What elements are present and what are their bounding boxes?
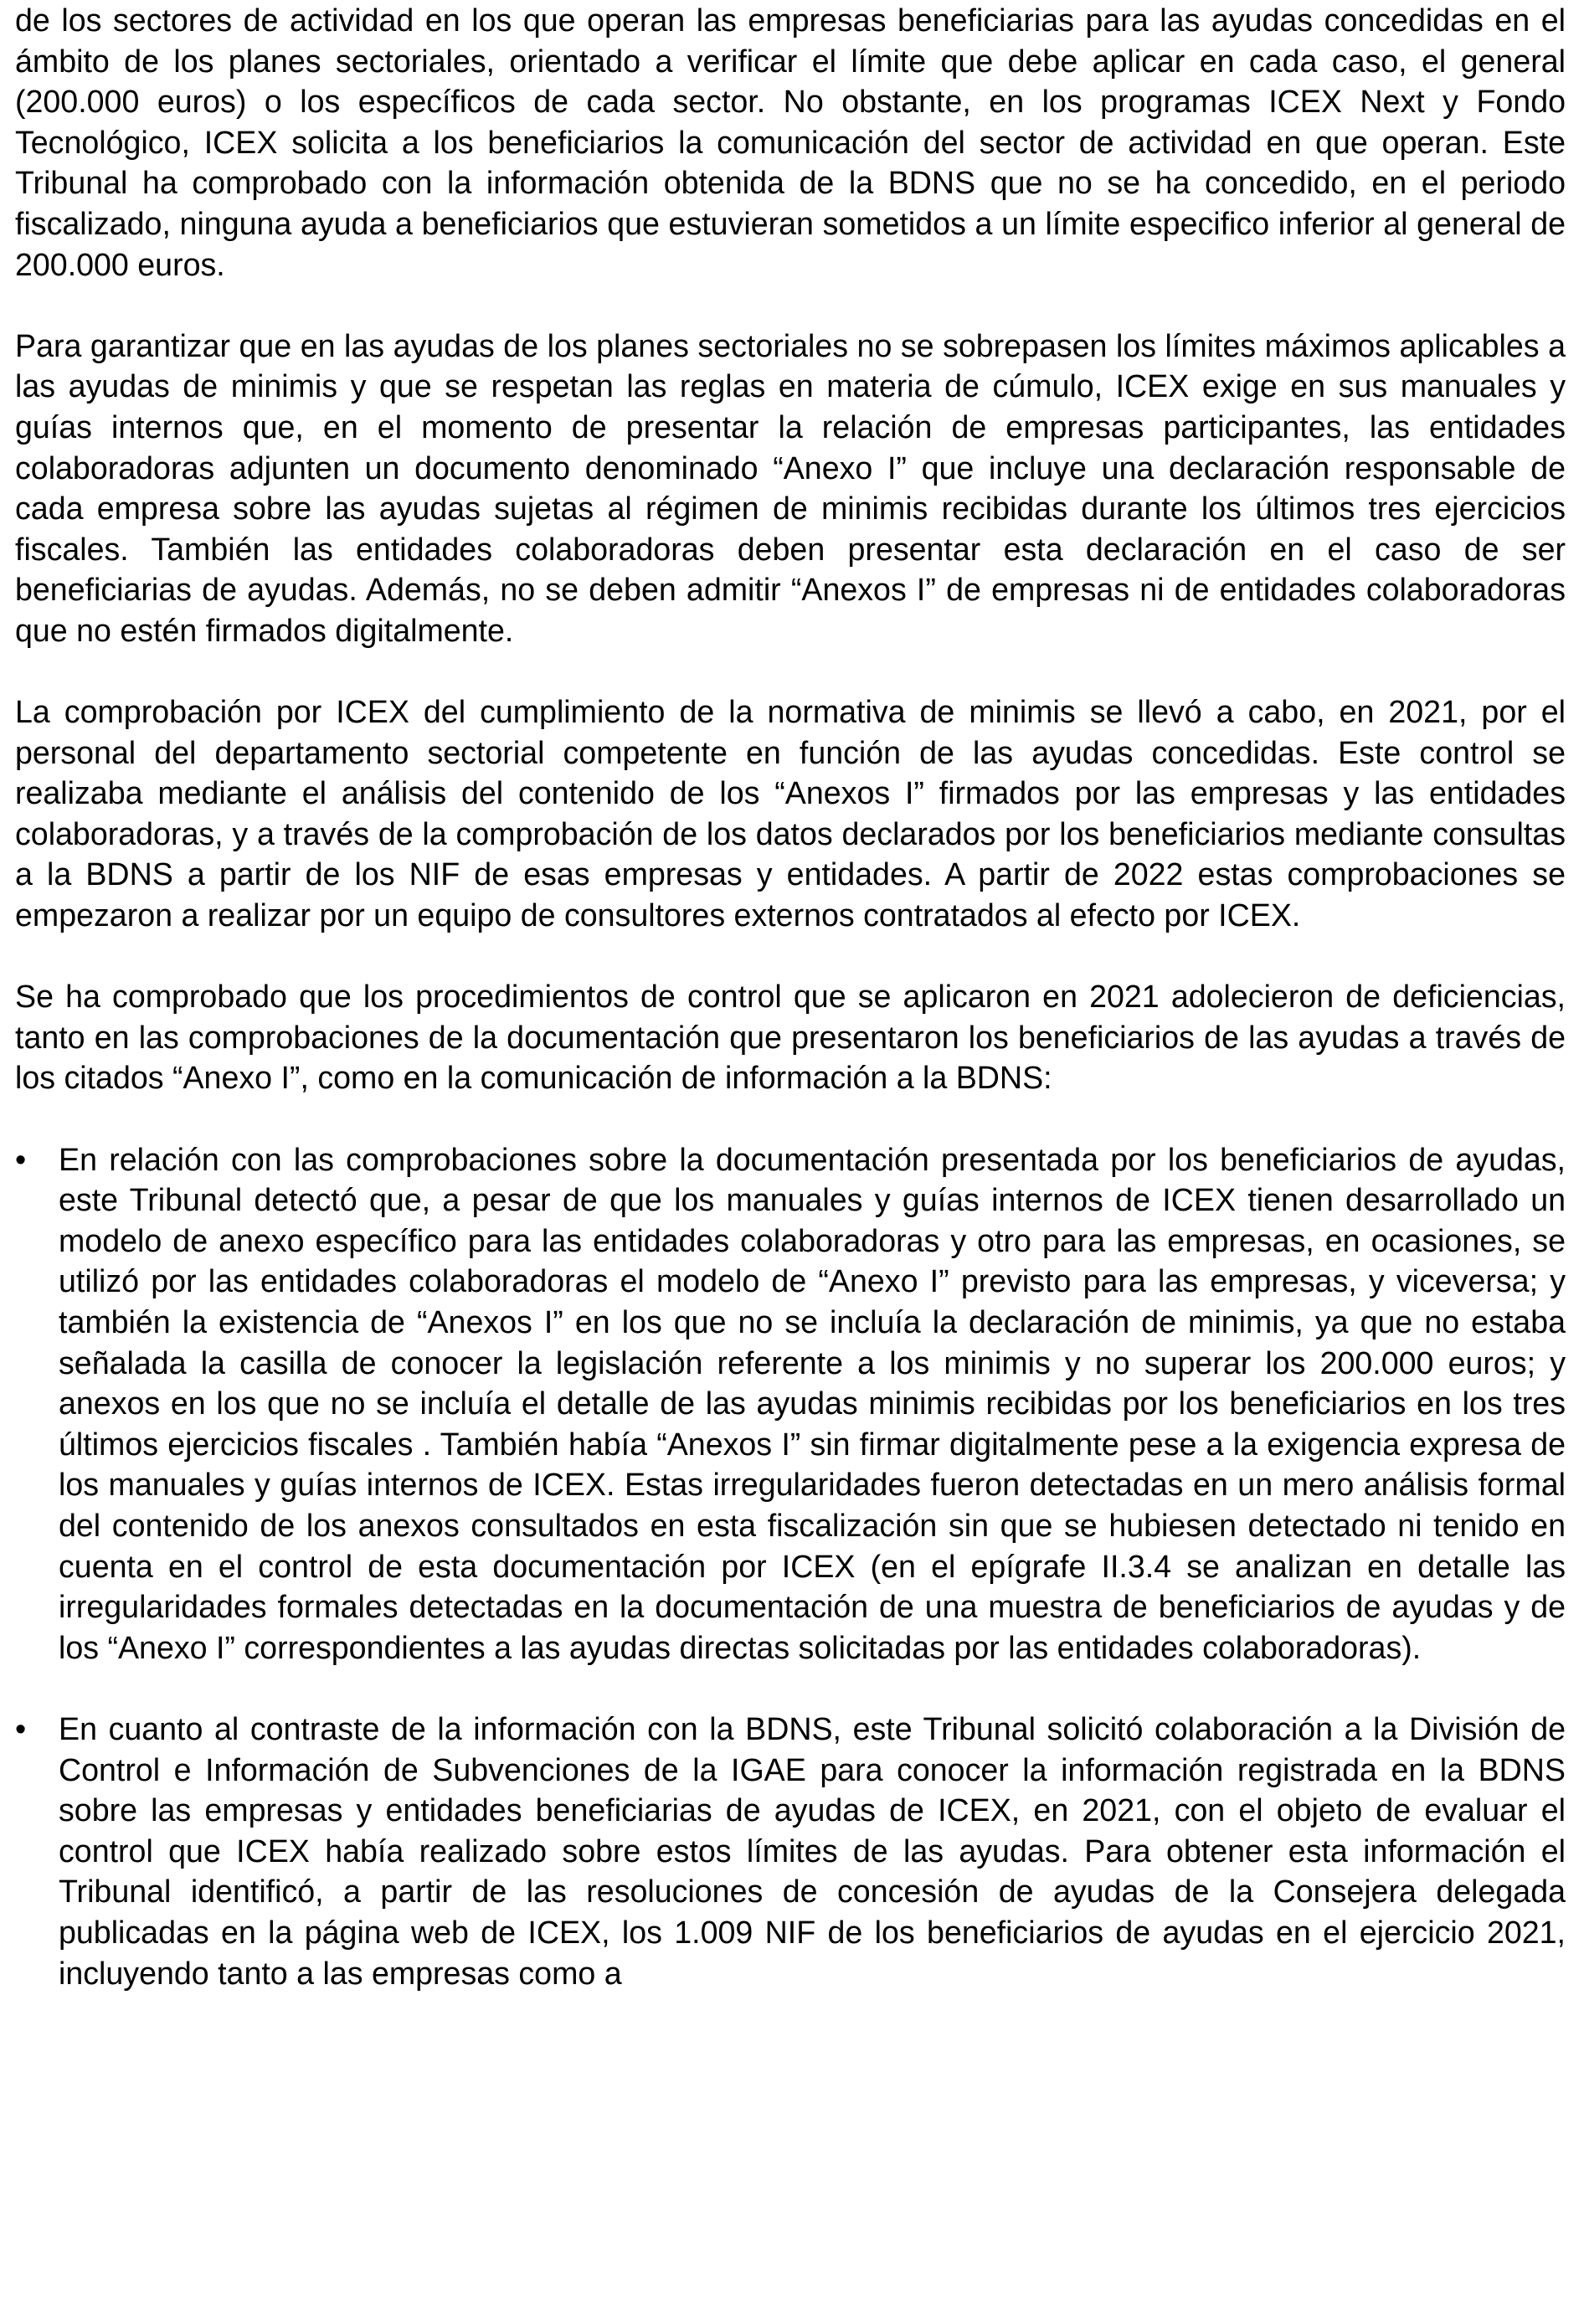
paragraph-control-deficiencies: Se ha comprobado que los procedimientos de control que se aplicaron en 2021 adolecieron de deficiencias, tanto en las comprobaciones de la documentación que presentaron los beneficiarios de las ayudas a través de los citados “Anexo I”, como en la comunicación de información a la BDNS:	[15, 979, 1566, 1096]
bullet-icon: •	[15, 1141, 27, 1177]
document-page	[15, 0, 1566, 2034]
deficiencies-list	[15, 1139, 1566, 1993]
paragraph-minimis-check: La comprobación por ICEX del cumplimiento de la normativa de minimis se llevó a cabo, en 2021, por el personal del departamento sectorial competente en función de las ayudas concedidas. Este control se realizaba mediante el análisis del contenido de los “Anexos I” firmados por las empresas y las entidades colaboradoras, y a través de la comprobación de los datos declarados por los beneficiarios mediante consultas a la BDNS a partir de los NIF de esas empresas y entidades. A partir de 2022 estas comprobaciones se empezaron a realizar por un equipo de consultores externos contratados al efecto por ICEX.	[15, 694, 1566, 933]
list-item	[15, 1139, 1566, 1668]
paragraph-sector-activity: de los sectores de actividad en los que operan las empresas beneficiarias para las ayudas concedidas en el ámbito de los planes sectoriales, orientado a verificar el límite que debe aplicar en cada caso, el general (200.000 euros) o los específicos de cada sector. No obstante, en los programas ICEX Next y Fondo Tecnológico, ICEX solicita a los beneficiarios la comunicación del sector de actividad en que operan. Este Tribunal ha comprobado con la información obtenida de la BDNS que no se ha concedido, en el periodo fiscalizado, ninguna ayuda a beneficiarios que estuvieran sometidos a un límite especifico inferior al general de 200.000 euros.	[15, 3, 1566, 282]
list-item	[15, 1709, 1566, 1993]
paragraph-minimis-guarantee: Para garantizar que en las ayudas de los planes sectoriales no se sobrepasen los límites máximos aplicables a las ayudas de minimis y que se respetan las reglas en materia de cúmulo, ICEX exige en sus manuales y guías internos que, en el momento de presentar la relación de empresas participantes, las entidades colaboradoras adjunten un documento denominado “Anexo I” que incluye una declaración responsable de cada empresa sobre las ayudas sujetas al régimen de minimis recibidas durante los últimos tres ejercicios fiscales. También las entidades colaboradoras deben presentar esta declaración en el caso de ser beneficiarias de ayudas. Además, no se deben admitir “Anexos I” de empresas ni de entidades colaboradoras que no estén firmados digitalmente.	[15, 327, 1566, 648]
bullet-text-bdns: En cuanto al contraste de la información con la BDNS, este Tribunal solicitó colaboración a la División de Control e Información de Subvenciones de la IGAE para conocer la información registrada en la BDNS sobre las empresas y entidades beneficiarias de ayudas de ICEX, en 2021, con el objeto de evaluar el control que ICEX había realizado sobre estos límites de las ayudas. Para obtener esta información el Tribunal identificó, a partir de las resoluciones de concesión de ayudas de la Consejera delegada publicadas en la página web de ICEX, los 1.009 NIF de los beneficiarios de ayudas en el ejercicio 2021, incluyendo tanto a las empresas como a	[59, 1710, 1566, 1991]
bullet-icon: •	[15, 1710, 27, 1746]
bullet-text-documentation: En relación con las comprobaciones sobre la documentación presentada por los beneficiarios de ayudas, este Tribunal detectó que, a pesar de que los manuales y guías internos de ICEX tienen desarrollado un modelo de anexo específico para las entidades colaboradoras y otro para las empresas, en ocasiones, se utilizó por las entidades colaboradoras el modelo de “Anexo I” previsto para las empresas, y viceversa; y también la existencia de “Anexos I” en los que no se incluía la declaración de minimis, ya que no estaba señalada la casilla de conocer la legislación referente a los minimis y no superar los 200.000 euros; y anexos en los que no se incluía el detalle de las ayudas minimis recibidas por los beneficiarios en los tres últimos ejercicios fiscales . También había “Anexos I” sin firmar digitalmente pese a la exigencia expresa de los manuales y guías internos de ICEX. Estas irregularidades fueron detectadas en un mero análisis formal del contenido de los anexos consultados en esta fiscalización sin que se hubiesen detectado ni tenido en cuenta en el control de esta documentación por ICEX (en el epígrafe II.3.4 se analizan en detalle las irregularidades formales detectadas en la documentación de una muestra de beneficiarios de ayudas y de los “Anexo I” correspondientes a las ayudas directas solicitadas por las entidades colaboradoras).	[59, 1141, 1566, 1665]
